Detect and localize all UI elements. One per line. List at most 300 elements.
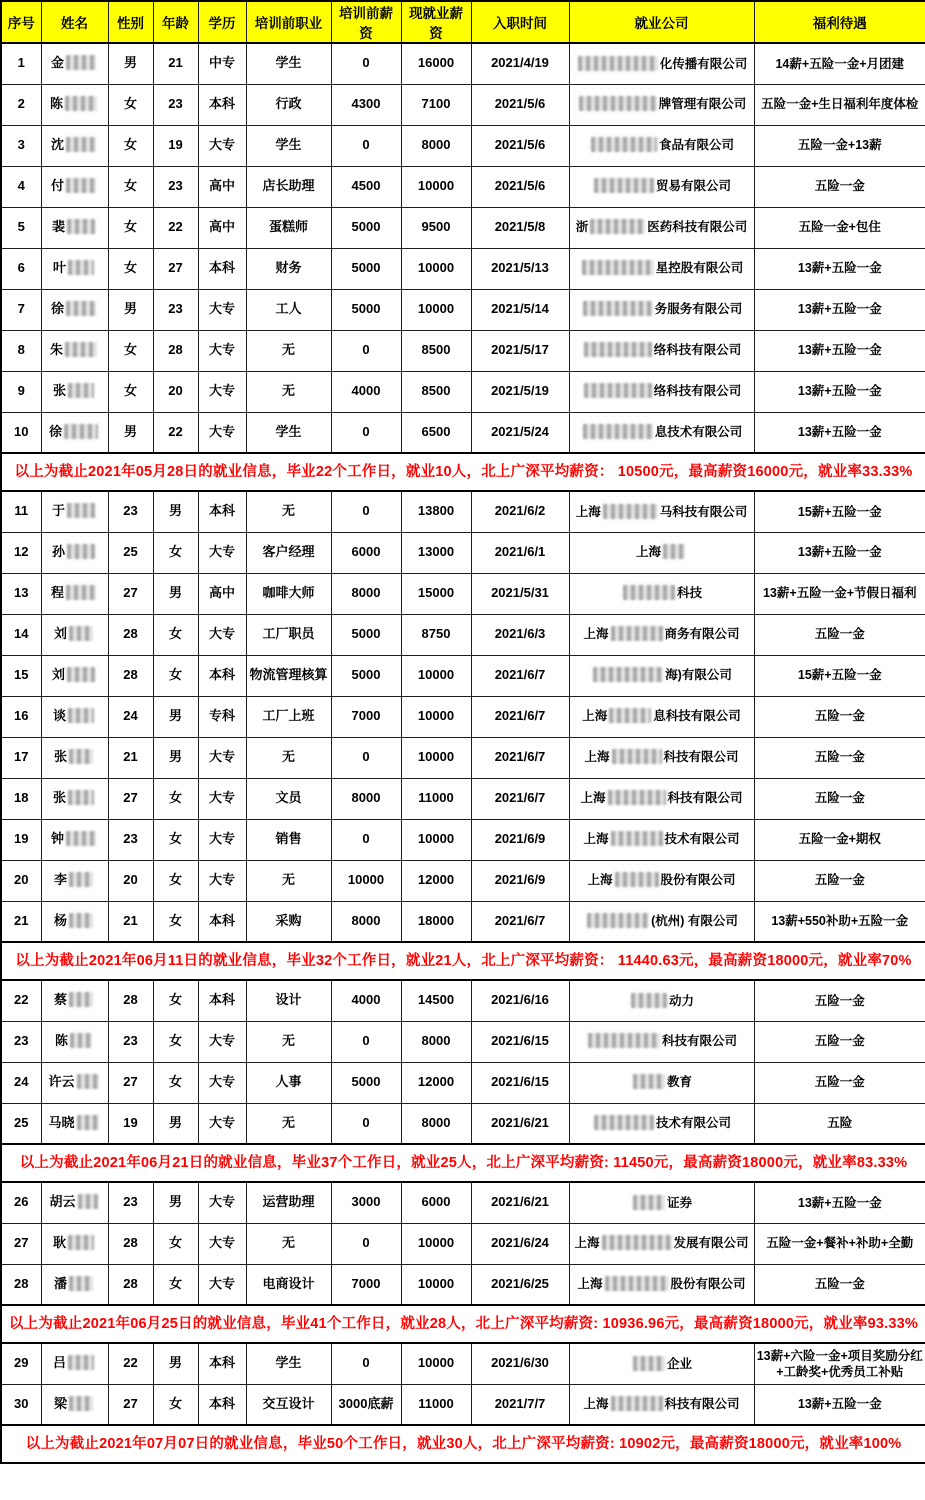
cell-sex: 25: [108, 532, 153, 573]
redacted-blur: [65, 96, 97, 111]
data-row: [1, 532, 925, 573]
data-row: [1, 166, 925, 207]
cell-age: 女: [153, 819, 198, 860]
cell-salary: 14500: [401, 980, 471, 1021]
cell-name: 钟: [41, 819, 108, 860]
cell-serial: 15: [1, 655, 41, 696]
cell-name: 陈: [41, 1021, 108, 1062]
cell-company: 务服务有限公司: [569, 289, 754, 330]
summary-row: [1, 1425, 925, 1463]
cell-sex: 女: [108, 207, 153, 248]
cell-company: 动力: [569, 980, 754, 1021]
data-row: [1, 1343, 925, 1384]
redacted-blur: [608, 790, 666, 805]
cell-serial: 24: [1, 1062, 41, 1103]
cell-age: 23: [153, 289, 198, 330]
redacted-blur: [67, 219, 95, 234]
cell-name: 裴: [41, 207, 108, 248]
cell-company: 化传播有限公司: [569, 43, 754, 84]
cell-name: 马晓: [41, 1103, 108, 1144]
redacted-blur: [68, 383, 94, 398]
cell-prev-job: 咖啡大师: [246, 573, 331, 614]
redacted-blur: [605, 1276, 669, 1291]
data-row: [1, 125, 925, 166]
summary-text: 以上为截止2021年06月25日的就业信息，毕业41个工作日，就业28人，北上广深平均薪资: 10936.96元，最高薪资18000元，就业率93.33%: [1, 1305, 925, 1343]
cell-prev-salary: 5000: [331, 614, 401, 655]
cell-prev-salary: 7000: [331, 1264, 401, 1305]
cell-serial: 21: [1, 901, 41, 942]
cell-name: 徐: [41, 412, 108, 453]
cell-edu: 大专: [198, 1062, 246, 1103]
redacted-blur: [602, 1235, 672, 1250]
redacted-blur: [66, 831, 96, 846]
redacted-blur: [69, 1276, 93, 1291]
cell-age: 女: [153, 1384, 198, 1425]
cell-sex: 23: [108, 491, 153, 532]
cell-sex: 男: [108, 412, 153, 453]
cell-age: 男: [153, 491, 198, 532]
cell-age: 女: [153, 778, 198, 819]
cell-age: 22: [153, 207, 198, 248]
cell-serial: 18: [1, 778, 41, 819]
data-row: [1, 1103, 925, 1144]
redacted-blur: [69, 992, 93, 1007]
cell-name: 胡云: [41, 1182, 108, 1223]
cell-edu: 大专: [198, 819, 246, 860]
cell-sex: 女: [108, 125, 153, 166]
cell-prev-job: 店长助理: [246, 166, 331, 207]
cell-serial: 25: [1, 1103, 41, 1144]
cell-prev-salary: 6000: [331, 532, 401, 573]
header-cell-benefit: 福利待遇: [754, 1, 925, 43]
cell-prev-salary: 5000: [331, 207, 401, 248]
cell-prev-job: 无: [246, 371, 331, 412]
cell-name: 沈: [41, 125, 108, 166]
redacted-blur: [594, 1115, 654, 1130]
cell-name: 耿: [41, 1223, 108, 1264]
cell-name: 孙: [41, 532, 108, 573]
cell-sex: 20: [108, 860, 153, 901]
data-row: [1, 371, 925, 412]
cell-salary: 10000: [401, 289, 471, 330]
cell-prev-job: 交互设计: [246, 1384, 331, 1425]
redacted-blur: [67, 544, 95, 559]
cell-company: 上海 股份有限公司: [569, 1264, 754, 1305]
cell-serial: 12: [1, 532, 41, 573]
data-row: [1, 614, 925, 655]
redacted-blur: [69, 1396, 93, 1411]
cell-salary: 10000: [401, 737, 471, 778]
cell-prev-salary: 5000: [331, 289, 401, 330]
cell-sex: 28: [108, 655, 153, 696]
cell-salary: 10000: [401, 1223, 471, 1264]
redacted-blur: [65, 342, 97, 357]
cell-sex: 28: [108, 1223, 153, 1264]
cell-company: (杭州) 有限公司: [569, 901, 754, 942]
cell-benefit: 五险一金: [754, 778, 925, 819]
cell-serial: 1: [1, 43, 41, 84]
cell-sex: 女: [108, 166, 153, 207]
summary-row: [1, 1305, 925, 1343]
cell-prev-salary: 5000: [331, 655, 401, 696]
cell-serial: 7: [1, 289, 41, 330]
cell-benefit: 五险一金: [754, 166, 925, 207]
redacted-blur: [68, 708, 94, 723]
redacted-blur: [77, 1115, 99, 1130]
cell-sex: 23: [108, 819, 153, 860]
cell-prev-job: 采购: [246, 901, 331, 942]
cell-edu: 本科: [198, 84, 246, 125]
cell-hire-date: 2021/6/30: [471, 1343, 569, 1384]
cell-name: 张: [41, 371, 108, 412]
cell-edu: 高中: [198, 207, 246, 248]
redacted-blur: [66, 178, 96, 193]
cell-prev-job: 无: [246, 491, 331, 532]
cell-prev-salary: 8000: [331, 778, 401, 819]
cell-edu: 大专: [198, 289, 246, 330]
cell-prev-job: 文员: [246, 778, 331, 819]
cell-company: 上海: [569, 532, 754, 573]
cell-sex: 27: [108, 1062, 153, 1103]
cell-hire-date: 2021/5/13: [471, 248, 569, 289]
redacted-blur: [578, 56, 658, 71]
cell-name: 杨: [41, 901, 108, 942]
redacted-blur: [584, 383, 652, 398]
redacted-blur: [593, 667, 663, 682]
cell-age: 女: [153, 614, 198, 655]
cell-prev-job: 学生: [246, 43, 331, 84]
cell-prev-salary: 0: [331, 491, 401, 532]
header-cell-age: 年龄: [153, 1, 198, 43]
cell-serial: 9: [1, 371, 41, 412]
cell-hire-date: 2021/5/6: [471, 166, 569, 207]
header-cell-hire-date: 入职时间: [471, 1, 569, 43]
cell-hire-date: 2021/5/6: [471, 84, 569, 125]
cell-sex: 28: [108, 614, 153, 655]
cell-prev-job: 学生: [246, 412, 331, 453]
header-cell-prev-job: 培训前职业: [246, 1, 331, 43]
header-row: [1, 1, 925, 43]
cell-serial: 20: [1, 860, 41, 901]
redacted-blur: [582, 260, 654, 275]
cell-company: 上海 科技有限公司: [569, 778, 754, 819]
redacted-blur: [66, 137, 96, 152]
cell-prev-salary: 0: [331, 737, 401, 778]
data-row: [1, 412, 925, 453]
cell-name: 程: [41, 573, 108, 614]
cell-prev-job: 运营助理: [246, 1182, 331, 1223]
summary-text: 以上为截止2021年05月28日的就业信息，毕业22个工作日，就业10人，北上广深平均薪资： 10500元，最高薪资16000元，就业率33.33%: [1, 453, 925, 491]
cell-salary: 10000: [401, 1264, 471, 1305]
cell-edu: 大专: [198, 1182, 246, 1223]
cell-serial: 26: [1, 1182, 41, 1223]
cell-salary: 12000: [401, 1062, 471, 1103]
cell-company: 上海 技术有限公司: [569, 819, 754, 860]
cell-hire-date: 2021/6/1: [471, 532, 569, 573]
cell-prev-salary: 4000: [331, 980, 401, 1021]
redacted-blur: [68, 260, 94, 275]
cell-hire-date: 2021/6/21: [471, 1182, 569, 1223]
redacted-blur: [611, 1396, 663, 1411]
cell-salary: 10000: [401, 819, 471, 860]
cell-prev-salary: 0: [331, 1343, 401, 1384]
redacted-blur: [587, 913, 649, 928]
cell-benefit: 13薪+五险一金: [754, 371, 925, 412]
cell-name: 潘: [41, 1264, 108, 1305]
cell-benefit: 13薪+五险一金: [754, 330, 925, 371]
cell-salary: 6500: [401, 412, 471, 453]
data-row: [1, 860, 925, 901]
cell-benefit: 五险一金: [754, 1264, 925, 1305]
cell-name: 于: [41, 491, 108, 532]
cell-sex: 19: [108, 1103, 153, 1144]
redacted-blur: [69, 749, 93, 764]
cell-prev-job: 客户经理: [246, 532, 331, 573]
redacted-blur: [594, 178, 654, 193]
cell-prev-salary: 0: [331, 819, 401, 860]
cell-serial: 29: [1, 1343, 41, 1384]
header-cell-salary: 现就业薪资: [401, 1, 471, 43]
cell-company: 贸易有限公司: [569, 166, 754, 207]
cell-edu: 本科: [198, 901, 246, 942]
summary-text: 以上为截止2021年06月21日的就业信息，毕业37个工作日，就业25人，北上广深平均薪资: 11450元，最高薪资18000元，就业率83.33%: [1, 1144, 925, 1182]
cell-benefit: 五险一金+13薪: [754, 125, 925, 166]
cell-sex: 24: [108, 696, 153, 737]
cell-benefit: 五险一金+包住: [754, 207, 925, 248]
cell-hire-date: 2021/5/19: [471, 371, 569, 412]
cell-name: 朱: [41, 330, 108, 371]
data-row: [1, 43, 925, 84]
cell-prev-job: 工人: [246, 289, 331, 330]
cell-prev-job: 销售: [246, 819, 331, 860]
cell-sex: 27: [108, 778, 153, 819]
cell-prev-job: 设计: [246, 980, 331, 1021]
redacted-blur: [69, 626, 93, 641]
cell-prev-salary: 8000: [331, 573, 401, 614]
cell-hire-date: 2021/6/24: [471, 1223, 569, 1264]
cell-edu: 高中: [198, 573, 246, 614]
summary-text: 以上为截止2021年06月11日的就业信息，毕业32个工作日，就业21人，北上广深平均薪资： 11440.63元，最高薪资18000元，就业率70%: [1, 942, 925, 980]
cell-prev-job: 工厂上班: [246, 696, 331, 737]
cell-sex: 男: [108, 43, 153, 84]
cell-edu: 本科: [198, 655, 246, 696]
cell-salary: 10000: [401, 166, 471, 207]
cell-serial: 19: [1, 819, 41, 860]
header-cell-serial: 序号: [1, 1, 41, 43]
cell-serial: 11: [1, 491, 41, 532]
data-row: [1, 573, 925, 614]
cell-hire-date: 2021/6/15: [471, 1021, 569, 1062]
cell-age: 22: [153, 412, 198, 453]
cell-serial: 6: [1, 248, 41, 289]
summary-text: 以上为截止2021年07月07日的就业信息，毕业50个工作日，就业30人，北上广深平均薪资: 10902元，最高薪资18000元，就业率100%: [1, 1425, 925, 1463]
cell-hire-date: 2021/6/7: [471, 655, 569, 696]
cell-company: 络科技有限公司: [569, 371, 754, 412]
cell-prev-job: 无: [246, 1103, 331, 1144]
cell-salary: 7100: [401, 84, 471, 125]
cell-age: 男: [153, 1182, 198, 1223]
redacted-blur: [583, 301, 653, 316]
cell-prev-job: 学生: [246, 1343, 331, 1384]
cell-benefit: 13薪+550补助+五险一金: [754, 901, 925, 942]
redacted-blur: [611, 831, 663, 846]
cell-company: 上海 发展有限公司: [569, 1223, 754, 1264]
data-row: [1, 819, 925, 860]
cell-name: 张: [41, 778, 108, 819]
cell-edu: 高中: [198, 166, 246, 207]
redacted-blur: [579, 96, 657, 111]
cell-serial: 2: [1, 84, 41, 125]
cell-edu: 大专: [198, 1223, 246, 1264]
cell-benefit: 13薪+五险一金: [754, 248, 925, 289]
cell-salary: 8000: [401, 125, 471, 166]
cell-sex: 女: [108, 84, 153, 125]
cell-sex: 女: [108, 330, 153, 371]
cell-benefit: 五险一金: [754, 614, 925, 655]
cell-prev-job: 蛋糕师: [246, 207, 331, 248]
cell-sex: 22: [108, 1343, 153, 1384]
cell-prev-salary: 8000: [331, 901, 401, 942]
cell-prev-salary: 0: [331, 125, 401, 166]
cell-prev-job: 电商设计: [246, 1264, 331, 1305]
data-row: [1, 1021, 925, 1062]
cell-prev-job: 无: [246, 860, 331, 901]
cell-hire-date: 2021/6/7: [471, 696, 569, 737]
cell-company: 上海 股份有限公司: [569, 860, 754, 901]
redacted-blur: [67, 503, 95, 518]
cell-salary: 15000: [401, 573, 471, 614]
redacted-blur: [66, 55, 96, 70]
cell-hire-date: 2021/5/6: [471, 125, 569, 166]
cell-hire-date: 2021/6/16: [471, 980, 569, 1021]
data-row: [1, 696, 925, 737]
cell-salary: 13800: [401, 491, 471, 532]
redacted-blur: [67, 667, 95, 682]
cell-edu: 大专: [198, 737, 246, 778]
cell-hire-date: 2021/6/7: [471, 778, 569, 819]
cell-prev-job: 物流管理核算: [246, 655, 331, 696]
cell-benefit: 五险一金: [754, 737, 925, 778]
cell-serial: 3: [1, 125, 41, 166]
redacted-blur: [584, 342, 652, 357]
redacted-blur: [590, 219, 645, 234]
cell-age: 女: [153, 1062, 198, 1103]
header-cell-sex: 性别: [108, 1, 153, 43]
cell-hire-date: 2021/6/9: [471, 860, 569, 901]
data-row: [1, 980, 925, 1021]
cell-prev-salary: 4300: [331, 84, 401, 125]
cell-hire-date: 2021/5/24: [471, 412, 569, 453]
cell-serial: 28: [1, 1264, 41, 1305]
cell-company: 络科技有限公司: [569, 330, 754, 371]
cell-prev-salary: 4000: [331, 371, 401, 412]
cell-age: 女: [153, 1021, 198, 1062]
cell-hire-date: 2021/4/19: [471, 43, 569, 84]
data-row: [1, 778, 925, 819]
cell-benefit: 五险一金: [754, 860, 925, 901]
cell-age: 男: [153, 1103, 198, 1144]
cell-sex: 28: [108, 1264, 153, 1305]
cell-serial: 14: [1, 614, 41, 655]
cell-sex: 女: [108, 371, 153, 412]
redacted-blur: [66, 301, 96, 316]
cell-name: 叶: [41, 248, 108, 289]
cell-serial: 17: [1, 737, 41, 778]
cell-company: 教育: [569, 1062, 754, 1103]
cell-serial: 8: [1, 330, 41, 371]
cell-benefit: 13薪+五险一金+节假日福利: [754, 573, 925, 614]
cell-prev-salary: 3000底薪: [331, 1384, 401, 1425]
cell-age: 23: [153, 166, 198, 207]
cell-salary: 11000: [401, 1384, 471, 1425]
cell-age: 28: [153, 330, 198, 371]
cell-company: 海)有限公司: [569, 655, 754, 696]
cell-name: 蔡: [41, 980, 108, 1021]
data-row: [1, 737, 925, 778]
cell-company: 上海 科技有限公司: [569, 1384, 754, 1425]
cell-salary: 10000: [401, 1343, 471, 1384]
cell-hire-date: 2021/5/17: [471, 330, 569, 371]
cell-serial: 27: [1, 1223, 41, 1264]
cell-serial: 5: [1, 207, 41, 248]
cell-age: 女: [153, 860, 198, 901]
data-row: [1, 1182, 925, 1223]
redacted-blur: [70, 1033, 92, 1048]
cell-hire-date: 2021/6/15: [471, 1062, 569, 1103]
data-row: [1, 1264, 925, 1305]
redacted-blur: [633, 1356, 665, 1371]
cell-benefit: 13薪+五险一金: [754, 412, 925, 453]
redacted-blur: [631, 993, 667, 1008]
cell-edu: 大专: [198, 1264, 246, 1305]
cell-serial: 10: [1, 412, 41, 453]
cell-prev-salary: 0: [331, 412, 401, 453]
cell-prev-salary: 7000: [331, 696, 401, 737]
data-row: [1, 655, 925, 696]
cell-name: 金: [41, 43, 108, 84]
cell-edu: 本科: [198, 248, 246, 289]
cell-benefit: 15薪+五险一金: [754, 491, 925, 532]
cell-salary: 10000: [401, 696, 471, 737]
cell-name: 徐: [41, 289, 108, 330]
cell-name: 张: [41, 737, 108, 778]
cell-benefit: 15薪+五险一金: [754, 655, 925, 696]
header-cell-prev-salary: 培训前薪资: [331, 1, 401, 43]
cell-edu: 专科: [198, 696, 246, 737]
cell-prev-job: 学生: [246, 125, 331, 166]
cell-sex: 28: [108, 980, 153, 1021]
cell-prev-salary: 5000: [331, 248, 401, 289]
redacted-blur: [611, 626, 663, 641]
cell-name: 梁: [41, 1384, 108, 1425]
cell-edu: 本科: [198, 491, 246, 532]
redacted-blur: [612, 749, 662, 764]
cell-company: 科技: [569, 573, 754, 614]
cell-benefit: 13薪+六险一金+项目奖励分红+工龄奖+优秀员工补贴: [754, 1343, 925, 1384]
header-cell-edu: 学历: [198, 1, 246, 43]
cell-salary: 11000: [401, 778, 471, 819]
cell-benefit: 13薪+五险一金: [754, 532, 925, 573]
cell-prev-job: 工厂职员: [246, 614, 331, 655]
data-row: [1, 491, 925, 532]
cell-edu: 本科: [198, 1343, 246, 1384]
cell-prev-job: 无: [246, 1223, 331, 1264]
data-row: [1, 84, 925, 125]
data-row: [1, 1223, 925, 1264]
cell-company: 星控股有限公司: [569, 248, 754, 289]
cell-prev-salary: 0: [331, 1103, 401, 1144]
cell-name: 谈: [41, 696, 108, 737]
